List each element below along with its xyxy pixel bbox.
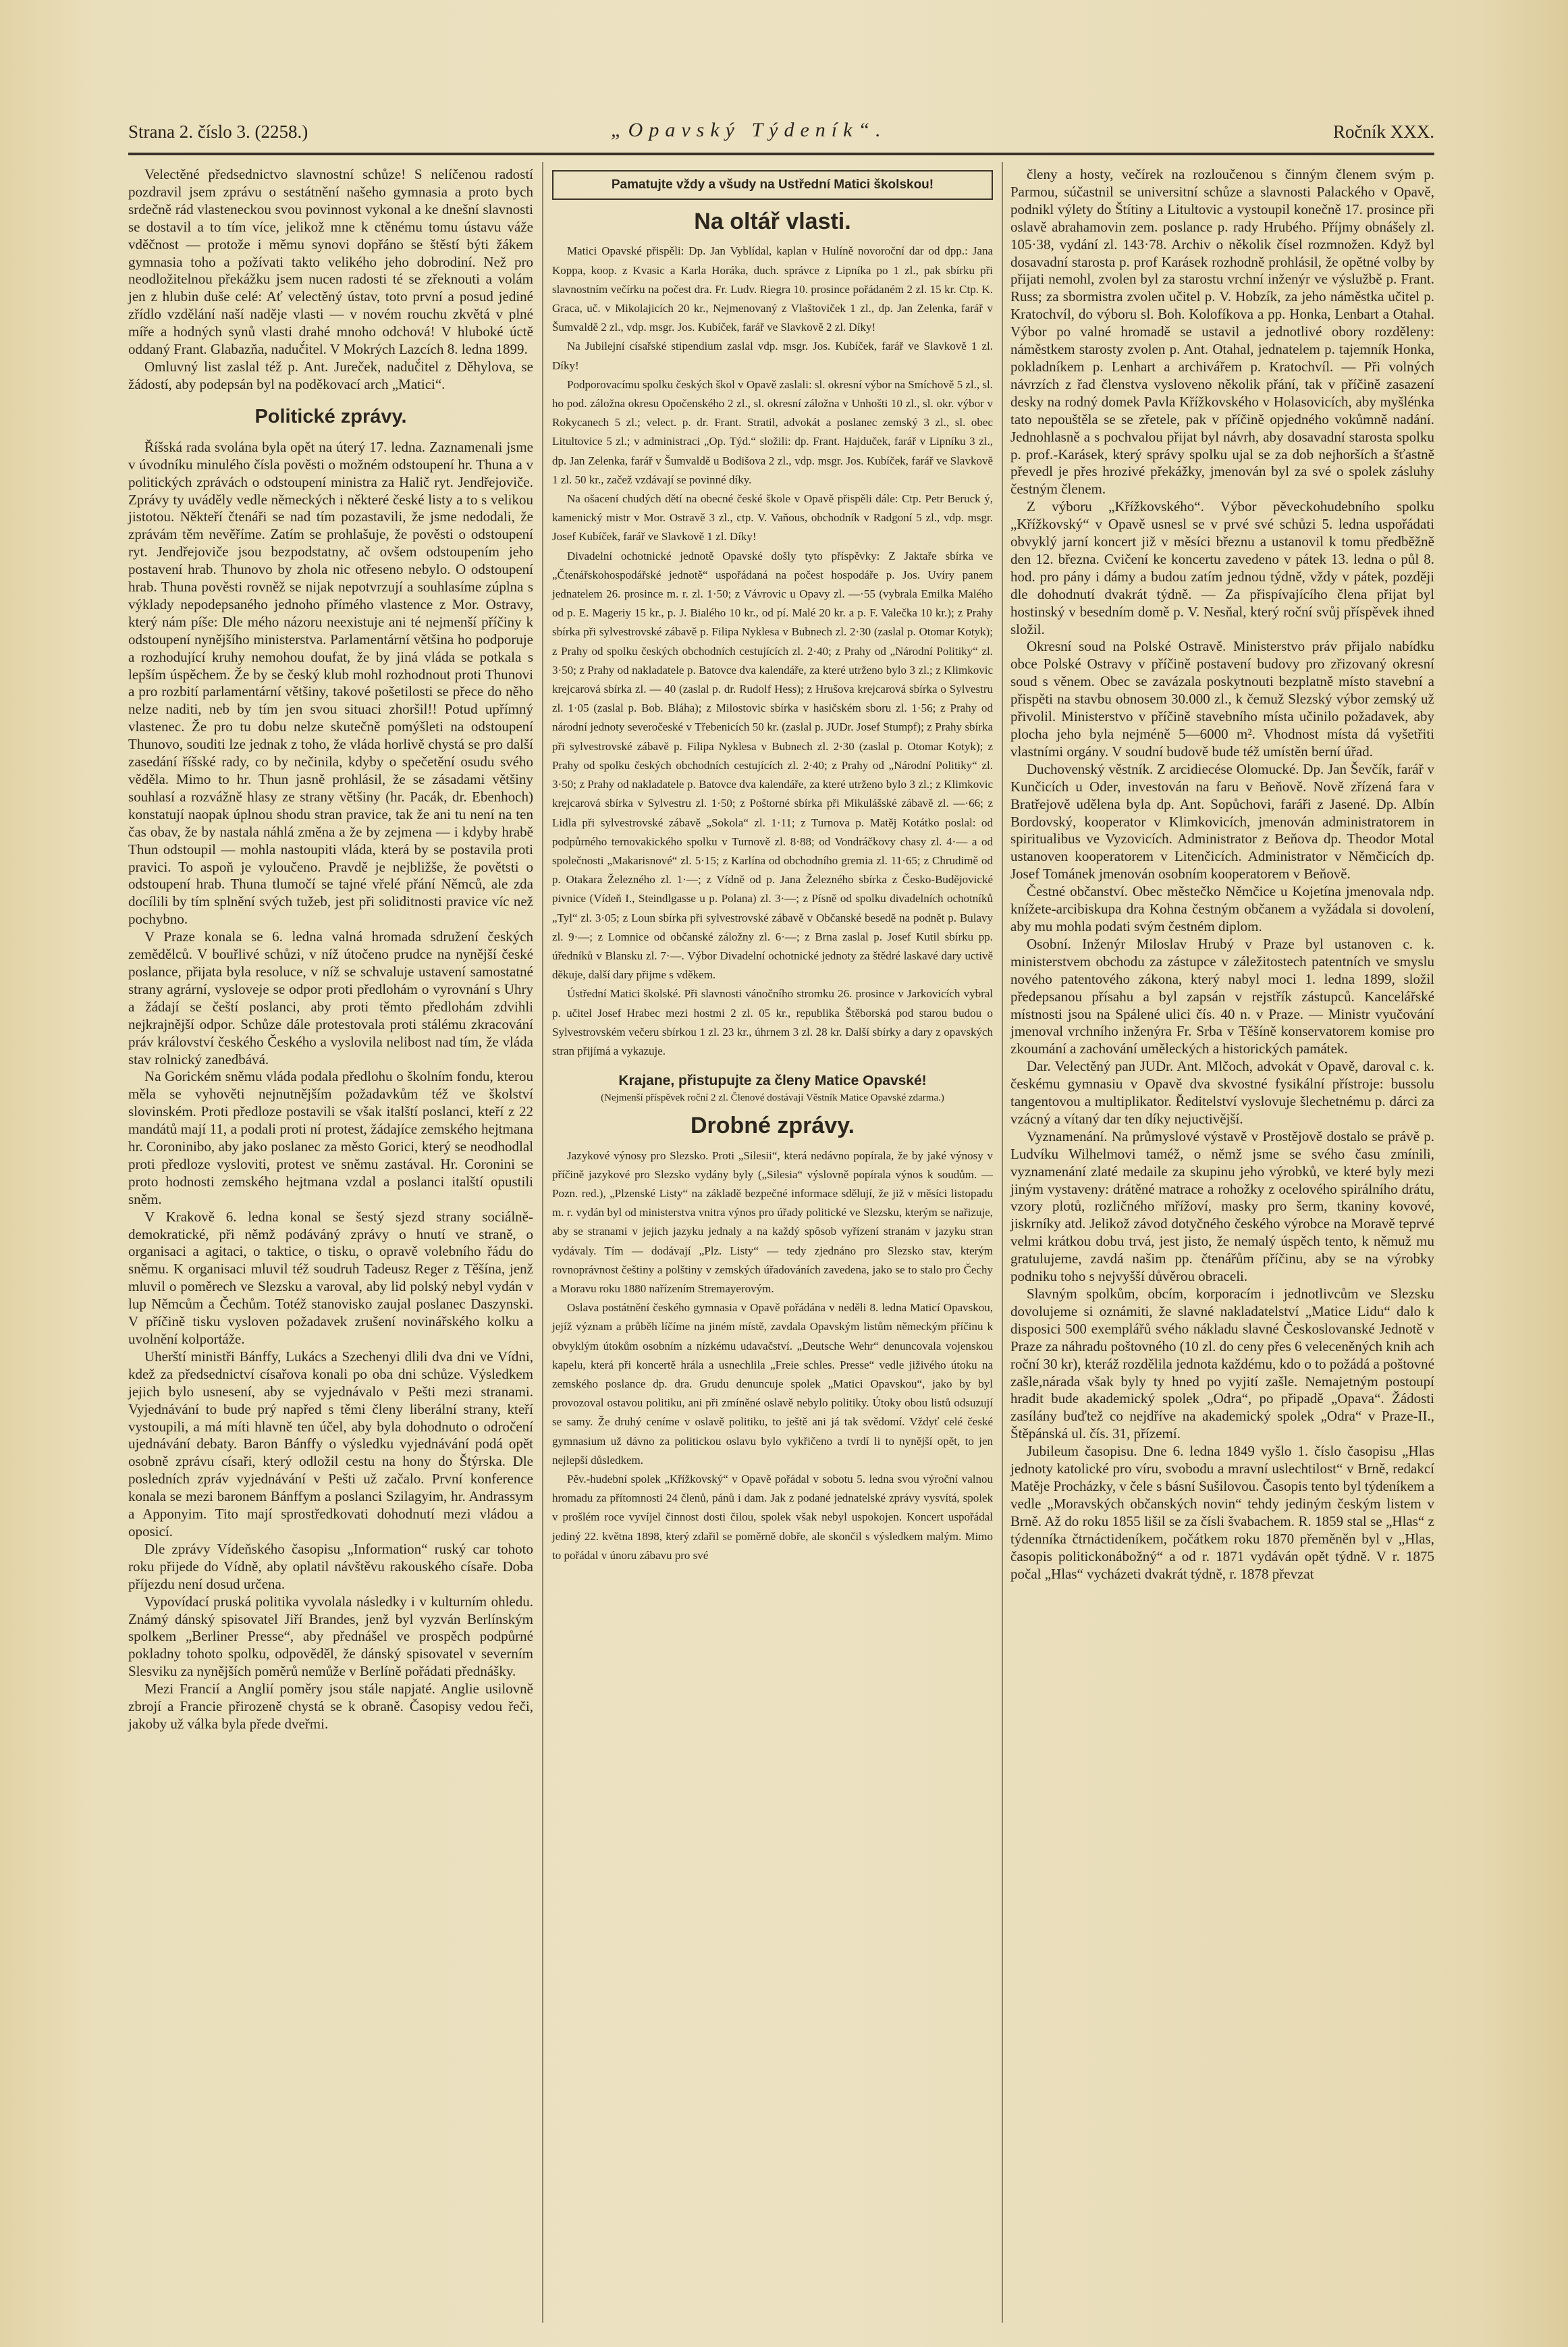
- donation-paragraph: Podporovacímu spolku českých škol v Opavě zaslali: sl. okresní výbor na Smíchově 5 zl., sl. ho pod. záložna okresu Opočenského 2 zl., sl. okresní záložna v Unhošti 10 zl., sl. okr. výbor v Rokycanech 5 zl.; velect. p. dr. Frant. Stratil, advokát a poslanec zemský 3 zl., sl. obec Litultovice 5 zl.; v administraci „Op. Týd.“ složili: dp. Frant. Hajduček, farář v Lipníku 3 zl., dp. Jan Zelenka, farář v Šumvaldě u Bodišova 2 zl., vdp. msgr. Jos. Kubíček, farář ve Slavkově 1 zl. 50 kr., začež vzdávají se povinné díky.: [552, 377, 993, 486]
- membership-appeal: Krajane, přistupujte za členy Matice Opavské!: [618, 1073, 927, 1089]
- column-middle: [552, 166, 993, 1565]
- membership-note: (Nejmenší příspěvek roční 2 zl. Členové dostávají Věstník Matice Opavské zdarma.): [601, 1092, 944, 1104]
- article-paragraph: Okresní soud na Polské Ostravě. Ministerstvo práv přijalo nabídku obce Polské Ostravy v příčině postavení budovy pro zřizovaný okresní soud s věnem. Obec se zavázala poskytnouti bezplatně místo stavební a přispěti na stavbu obnosem 30.000 zl., k čemuž Slezský výbor zemský už přivolil. Ministerstvo v příčině stavebního místa učinilo požadavek, aby plocha jeho byla nejméně 5—6000 m². Vhodnost místa dá vyšetřiti vlastními orgány. V soudní budově bude též umístěn berní úřad.: [1010, 638, 1434, 760]
- article-paragraph: Čestné občanství. Obec městečko Němčice u Kojetína jmenovala ndp. knížete-arcibiskupa dra Kohna čestným občanem a vyžádala si dovolení, aby mu mohla podati svým čestném diplom.: [1010, 883, 1434, 934]
- article-paragraph: Z výboru „Křížkovského“. Výbor pěveckohudebního spolku „Křížkovský“ v Opavě usnesl se v prvé své schůzi 5. ledna uspořádati obvyklý jarní koncert již v měsíci březnu a ustanovil k tomu předběžně den 12. března. Cvičení ke koncertu zavedeno v pátek 13. ledna o půl 8. hod. pro pány i dámy a budou zatím jednou týdně, vždy v pátek, později dle dohodnutí dvakrát týdně. — Za přispívajícího člena přijat byl hostinský v besedním domě p. V. Nesňal, který roční svůj příspěvek ihned složil.: [1010, 498, 1434, 637]
- apology-note: Omluvný list zaslal též p. Ant. Jureček, naduč́itel z Děhylova, se žádostí, aby podepsán byl na poděkovací arch „Matici“.: [128, 358, 533, 392]
- article-paragraph: Osobní. Inženýr Miloslav Hrubý v Praze byl ustanoven c. k. ministerstvem obchodu za zástupce v záležitostech patentních ve smyslu nového patentového zákona, který nabyl moci 1. ledna 1899, složil předepsanou přísahu a byl zapsán v rejstřík zástupců. Kancelářské místnosti jsou na Spálené ulici čís. 40 n. v Praze. — Ministr vyučování jmenoval vrchního inženýra Fr. Srba v Těšíně konservatorem komise pro zkoumání a zachování uměleckých a historických památek.: [1010, 935, 1434, 1057]
- column-left: [128, 166, 533, 1733]
- donation-paragraph: Ústřední Matici školské. Při slavnosti vánočního stromku 26. prosince v Jarkovicích vybral p. učitel Josef Hrabec mezi hostmi 2 zl. 05 kr., republika Štěborská pod starou budou o Sylvestrovském večeru sbírkou 1 zl. 23 kr., úhrnem 3 zl. 28 kr. Další sbírky a dary z opavských stran přijímá a vykazuje.: [552, 987, 993, 1057]
- article-paragraph: Vyznamenání. Na průmyslové výstavě v Prostějově dostalo se právě p. Ludvíku Wilhelmovi taméž, o němž jsme se svého času zmínili, vyznamenání zlaté medaile za skupinu jeho výrobků, ve které byly mezi jiným vystaveny: drátěné matrace a rohožky z ocelového spirálního drátu, vzory plotů, rozličného mřížoví, masky pro šerm, tkaniny kovové, jiskrníky atd. Jelikož závod dotyčného českého výrobce na Moravě teprvé velmi krátkou dobu trvá, jest jisto, že nemalý úspěch tento, k němuž mu gratulujeme, zavdá našim pp. čtenářům příčinu, aby se na výrobky podniku toho s nejvyšší důvěrou obraceli.: [1010, 1128, 1434, 1285]
- article-paragraph: V Krakově 6. ledna konal se šestý sjezd strany sociálně-demokratické, při němž podáváný zprávy o hnutí ve straně, o organisaci a agitaci, o taktice, o tisku, o opravě volebního řádu do sněmu. K organisaci mluvil též soudruh Tadeusz Reger z Těšína, jenž mluvil o poměrech ve Slezsku a varoval, aby lid polský nebyl vydán v lup Němcům a Čechům. Totéž stanovisko zaujal poslanec Daszynski. V příčině tisku vysloven požadavek zrušení novinářského kolku a uvolnění kolportáže.: [128, 1208, 533, 1347]
- article-paragraph: Na Gorickém sněmu vláda podala předlohu o školním fondu, kterou měla se vyhověti nejnutnějším požadavkům též ve školství slovinském. Proti předloze postavili se však italští poslanci, kteří z 22 mandátů mají 11, a podali proti ní protest, žádajíce zemského hejtmana hr. Coroninibo, aby jako poslanec za město Gorici, který se neodhodlal proti předloze vysloviti, protest ve sněmu zastával. Hr. Coronini se proto hodnosti zemského hejtmana vzdal a poslanci italští opustili sněm.: [128, 1068, 533, 1207]
- section-title-donations: Na oltář vlasti.: [694, 209, 851, 235]
- article-paragraph: Jazykové výnosy pro Slezsko. Proti „Silesii“, která nedávno popírala, že by jaké výnosy v příčině jazykové pro Slezsko vydány byly („Silesia“ výslovně popírala výnos k soudům. — Pozn. red.), „Plzenské Listy“ na základě bezpečné informace sdělují, že již v měsíci listopadu m. r. vydán byl od ministerstva vnitra výnos pro úřady politické ve Slezsku, kterým se nařizuje, aby se stranami v jejich jazyku jednaly a na každý spôsob vyřízení stranám v jazyku stran vydávaly. Tím — dodávají „Plz. Listy“ — tedy zjednáno pro Slezsko stav, kterým rovnoprávnost češtiny a polštiny v zemských úřadováních zavedena, jako se to stalo pro Čechy a Moravu roku 1880 nařízením Stremayerovým.: [552, 1149, 993, 1295]
- article-paragraph: Dle zprávy Vídeňského časopisu „Information“ ruský car tohoto roku přijede do Vídně, aby oplatil návštěvu rakouského císaře. Doba příjezdu není dosud určena.: [128, 1540, 533, 1592]
- volume-label: Ročník XXX.: [1333, 122, 1434, 142]
- donation-list: [552, 242, 993, 1061]
- politics-articles: [128, 439, 533, 1733]
- article-paragraph: V Praze konala se 6. ledna valná hromada sdružení českých zemědělců. V bouřlivé schůzi, v níž útočeno prudce na nynější české poslance, přijata byla resoluce, v níž se schvaluje ustavení samostatné strany agrární, vysloveje se odpor proti předlohám o vyrovnání s Uhry a žádají se čeští poslanci, aby proti těmto předlohám zdvihli nejkrajnější odpor. Schůze dále protestovala proti stálému zkracování práv království českého Českého a vyslovila nelibost nad tím, že vláda stav rolnický zanedbává.: [128, 928, 533, 1067]
- article-paragraph: Říšská rada svolána byla opět na úterý 17. ledna. Zaznamenali jsme v úvodníku minulého čísla pověsti o možném odstoupení hr. Thuna a v politických zprávách o odstoupení ministra za Halič ryt. Jendřejoviče. Zprávy ty uváděly vedle německých i některé české listy a to s velikou jistotou. Někteří čtenáři se nad tím pozastavili, že jsme nedodali, že zprávám těm nevěříme. Zatím se prohlašuje, že pověsti o odstoupení ryt. Jendřejoviče jsou bezpodstatny, ač ovšem odstoupením jeho postavení hrab. Thunovo by zhola nic otřeseno nebylo. O odstoupení hrab. Thuna pověsti rovněž se nijak nepotvrzují a souhlasíme zúplna s výklady nepodepsaného jednoho přímého vlastence z Mor. Ostravy, který nám píše: Dle mého názoru neexistuje ani té nejmenší příčiny k odstoupení nynějšího ministerstva. Parlamentární většina ho podporuje a rozhodující kruhy nemohou doufat, že by jiná vláda se potkala s lepším úspěchem. Že by se český klub mohl rozhodnout proti Thunovi a pro rozbití parlamentární většiny, takové pošetilosti se přece do něho nelze naditi, neb by tím jen svou situaci zhoršil!! Potud upřímný vlastenec. Že pro tu dobu nelze skutečně pomýšleti na odstoupení Thunovo, souditi lze jednak z toho, že vláda horlivě chystá se pro další zasedání říšské rady, co by nečinila, kdyby o spečetění osudu svého věděla. Mimo to hr. Thun jasně prohlásil, že se zásadami většiny souhlasí a rozvážně hlasy ze strany většiny (hr. Pacák, dr. Ebenhoch) konstatují naopak úplnou shodu stran pravice, tak že ani tu není na ten čas obav, že by nastala náhlá změna a že by zejmena — i kdyby hrabě Thun odstoupil — mohla nastoupiti vláda, která by se postavila proti pravici. To aspoň je vyloučeno. Pravdě je nejbližše, že povětsti o odstoupení hrab. Thuna tlumočí se tajné vřelé přání Němců, ale zda docílili by tím splnění svých tužeb, jest při soliditnosti pravice víc než pochybno.: [128, 438, 533, 928]
- header-rule: [128, 153, 1434, 155]
- column-right: [1010, 166, 1434, 1583]
- page-header: [128, 116, 1434, 154]
- article-paragraph: Mezi Francií a Anglií poměry jsou stále napjaté. Anglie usilovně zbrojí a Francie přirozeně chystá se k obraně. Časopisy vedou řeči, jakoby už válka byla přede dveřmi.: [128, 1681, 533, 1732]
- column-divider: [1002, 162, 1003, 2323]
- news-articles-continued: [1010, 166, 1434, 1583]
- article-paragraph: Uherští ministři Bánffy, Lukács a Szechenyi dlili dva dni ve Vídni, kdež za předsednictví císařova konali po oba dni schůze. Výsledkem jejich bylo usnesení, aby se vyjednávalo v Pešti mezi stranami. Vyjednávání to bude prý napřed s těmi členy liberální strany, kteří vystoupili, a má míti hlavně ten účel, aby byla dohodnuto o odročení ujednávání debaty. Baron Bánffy o výsledku vyjednávání podá opět osobně zprávu císaři, který odložil cestu na hony do Štýrska. Dle posledních zpráv vyjednávání v Pešti už začalo. První konference konala se mezi baronem Bánffym a poslanci Szilagyim, hr. Andrassym a Apponyim. Tito mají sprostředkovati dohodnutí mezi vládou a oposicí.: [128, 1348, 533, 1539]
- donation-paragraph: Na ošacení chudých dětí na obecné české škole v Opavě přispěli dále: Ctp. Petr Beruck ý, kamenický mistr v Mor. Ostravě 3 zl., ctp. V. Vaňous, obchodník v Radgoní 5 zl., vdp. msgr. Josef Kubíček, farář ve Slavkově 1 zl. Díky!: [552, 492, 993, 544]
- page-number: Strana 2. číslo 3. (2258.): [128, 122, 308, 142]
- matice-box: Pamatujte vždy a všudy na Ustřední Matici školskou!: [552, 170, 993, 200]
- article-paragraph: Dar. Velectěný pan JUDr. Ant. Mlčoch, advokát v Opavě, daroval c. k. českému gymnasiu v Opavě dva skvostné fysikální přístroje: bussolu tangentovou a multiplikator. Ředitelství vyslovuje šlechetnému p. dárci za vzácný a vítaný dar ten díky nejuctivější.: [1010, 1058, 1434, 1127]
- article-paragraph: Duchovenský věstník. Z arcidiecése Olomucké. Dp. Jan Ševčík, farář v Kunčicích u Oder, investován na faru v Beňově. Nově zřízená fara v Bratřejově udělena byla dp. Ant. Sopůchovi, faráři z Jasené. Dp. Albín Bordovský, kooperator v Klimkovicích, jmenován administratorem in spiritualibus ve Vyzovicích. Administrator z Beňova dp. Theodor Motal ustanoven kooperatorem v Litenčicích. Administrator v Němčicích dp. Josef Tománek jmenován osobním kooperatorem v Beňově.: [1010, 760, 1434, 882]
- donation-paragraph: Divadelní ochotnické jednotě Opavské došly tyto příspěvky: Z Jaktaře sbírka ve „Čtenářskohospodářské jednotě“ uspořádaná na počest hospodáře p. Jos. Uvíry panem jednatelem 26. prosince m. r. zl. 1·50; z Vávrovic u Opavy zl. —·55 (vybrala Emilka Malého od p. E. Mageriy 15 kr., p. J. Bialého 10 kr., od pí. Malé 20 kr. a p. F. Valečka 10 kr.); z Prahy sbírka při sylvestrovské zábavě p. Filipa Nyklesa v Bubnech zl. 2·30 (zaslal p. Otomar Kotyk); z Prahy od spolku českých obchodních cestujících zl. 2·40; z Prahy od „Národní Politiky“ zl. 3·50; z Prahy od nakladatele p. Batovce dva kalendáře, za které utrženo bylo 3 zl.; z Klimkovic krejcarová sbírka zl. — 40 (zaslal p. dr. Rudolf Hess); z Hrušova krejcarová sbírka o Sylvestru zl. 1·05 (zaslal p. Bob. Bláha); z Milostovic sbírka v hasičském sboru zl. 1·56; z Prahy od národní jednoty severočeské v Třebenicích 50 kr. (zaslal p. JUDr. Josef Stumpf); z Prahy sbírka při sylvestrovské zábavě p. Filipa Nyklesa v Bubnech zl. 2·30 (zaslal p. Otomar Kotyk); z Prahy od spolku českých obchodních cestujících zl. 2·40; z Prahy od „Národní Politiky“ zl. 3·50; z Prahy od nakladatele p. Batovce dva kalendáře, za které utrženo bylo 3 zl.; z Klimkovic krejcarová sbírka v Sylvestru zl. 1·50; z Poštorné sbírka při Mikulášské zábavě zl. —·66; z Lidla při sylvestrovské zábavě „Sokola“ zl. 1·11; z Turnova p. Matěj Kotátko poslal: od podpůrného ternovakického spolku v Turnově zl. 8·88; od Vondráčkovy chasy zl. 4·— a od společnosti „Makarisnové“ zl. 5·15; z Karlína od obchodního gremia zl. 11·65; z Chrudimě od p. Otakara Železného zl. 1·—; z Vídně od p. Jana Železného sbírka z Česko-Budějovické pivnice (Vídeň I., Steindlgasse u p. Polana) zl. 3·—; z Písně od spolku divadelních ochotníků „Tyl“ zl. 3·05; z Loun sbírka při sylvestrovské zábavě v Občanské besedě na podnět p. Bulavy zl. 9·—; z Lomnice od občanské záložny zl. 6·—; z Brna zaslal p. Josef Kutil sbírku pp. úředníků v Blansku zl. 7·—. Výbor Divadelní ochotnické jednoty za štědré laskavé dary uctivě děkuje, další dary přijme s vděkem.: [552, 549, 993, 982]
- section-title-news: Drobné zprávy.: [690, 1113, 855, 1139]
- masthead-title: „Opavský Týdeník“.: [611, 119, 887, 141]
- news-articles: [552, 1146, 993, 1565]
- column-divider: [542, 162, 543, 2323]
- donation-paragraph: Matici Opavské přispěli: Dp. Jan Vyblídal, kaplan v Hulíně novoroční dar od dpp.: Jana Koppa, koop. z Kvasic a Karla Horáka, duch. správce z Lipníka po 1 zl., pak sbírku při slavnostním večírku na počest dra. Fr. Ludv. Riegra 10. prosince pořádaném 2 zl. 15 kr. Ctp. K. Graca, uč. v Mikolajicích 20 kr., Nejmenovaný z Vlaštoviček 1 zl., dp. Jan Zelenka, farář v Šumvaldě 2 zl., vdp. msgr. Jos. Kubíček, farář ve Slavkově 2 zl. Díky!: [552, 244, 993, 334]
- article-paragraph: členy a hosty, večírek na rozloučenou s činným členem svým p. Parmou, súčastnil se universitní schůze a slavnosti Palackého v Opavě, podnikl výlety do Štítiny a Litultovic a vystoupil konečně 17. prosince při oslavě abrahamovin zem. poslance p. rady Hrubého. Příjmy obnášely zl. 105·38, vydání zl. 143·78. Archiv o několik čísel rozmnožen. Když byl dosavadní starosta p. prof Karásek rozhodně prohlásil, že opětné volby by přijati nemohl, zvolen byl za starostu vrchní inženýr ve výslužbě p. Frant. Russ; za sbormistra zvolen učitel p. V. Hobzík, za jeho náměstka učitel p. Kratochvíl, do výboru sl. Boh. Kolofíkova a pp. Honka, Lenbart a Otahal. Výbor po valné hromadě se ustavil a jednotlivé obory rozděleny: náměstkem starosty zvolen p. Ant. Otahal, jednatelem p. tajemník Honka, pokladníkem p. Lenhart a archivářem p. Kratochvíl. — Při volných návrzích z řad členstva vysloveno několik přání, tak v příčině zasazení desky na rodný domek Pavla Křížkovského v Holasovicích, aby myšlénka tato nepouštěla se se zřetele, pak v příčině opjedného vokůmně nadání. Jednohlasně a s pochvalou přijat byl návrh, aby dosavadní starosta spolku p. prof.-Karásek, který správy spolku ujal se za dob nejhorších a šťastně převedl je přes hrozivé překážky, jmenován byl za své o spolek zásluhy čestným členem.: [1010, 166, 1434, 498]
- letter-text: Velectěné předsednictvo slavnostní schůze! S nelíčenou radostí pozdravil jsem zprávu o sestátnění našeho gymnasia a proto bych srdečně rád vlasteneckou svou povinnost vykonal a ke dnešní slavnosti se dostavil a to tím více, jelikož mne k ctěnému tomu ústavu váže vděčnost — protože i měmu synovi dopřáno se štěstí býti žákem gymnasia toho a požívati takto velikého jeho dobrodiní. Než pro neodložitelnou překážku jsem nucen radosti té se zřeknouti a volám jen z hlubin duše celé: Ať velectěný ústav, toto první a posud jediné zřídlo vzdělání naší naděje vlasti — v novém rouchu zkvětá v plné míře a hodných synů vlasti drahé mnoho odchová! V hluboké úctě oddaný Frant. Glabazňa, naduč́itel. V Mokrých Lazcích 8. ledna 1899.: [128, 166, 533, 358]
- article-paragraph: Slavným spolkům, obcím, korporacím i jednotlivcům ve Slezsku dovolujeme si oznámiti, že slavné nakladatelství „Matice Lidu“ dalo k disposici 500 exemplářů svého nákladu slavné Českoslovanské Jednotě v Praze za náhradu poštovného (10 zl. do ceny přes 6 veleceněných knih ach roční 30 kr), kteráž rozdělila jednota každému, kdo o to požádá a poštovné zašle,nárada však byly ty hned po vyjití zašle. Nemajetným postoupí hradit bude akademický spolek „Odra“, po připadě „Opava“. Žádosti zasílány buďtež co nejdříve na akademický spolek „Odra“ v Praze-II., Štěpánská ul. čís. 31, přízemí.: [1010, 1286, 1435, 1442]
- section-title-politics: Politické zprávy.: [254, 405, 407, 427]
- article-paragraph: Pěv.-hudební spolek „Křížkovský“ v Opavě pořádal v sobotu 5. ledna svou výroční valnou hromadu za přítomnosti 24 členů, pánů i dam. Jak z podané jednatelské zprávy vysvítá, spolek v prošlém roce vyvíjel činnost dosti čilou, spolek však nebyl uspokojen. Koncert uspořádal jediný 22. května 1898, který zdařil se poměrně dobře, ale skončil s výsledkem malým. Mimo to pořádal v únoru zábavu pro své: [552, 1473, 993, 1562]
- article-paragraph: Jubileum časopisu. Dne 6. ledna 1849 vyšlo 1. číslo časopisu „Hlas jednoty katolické pro víru, svobodu a mravní uslechtilost“ v Brně, redakcí Matěje Procházky, v čele s básní Sušilovou. Časopis tento byl týdeníkem a vedle „Moravských občanských novin“ tehdy jediným českým listem v Brně. Až do roku 1855 lišil se za čísli švabachem. R. 1859 stal se „Hlas“ z týdenníka čtrnáctideníkem, počátkem roku 1870 přeměněn byl v „Hlas, časopis politickonábožný“ a od r. 1871 vydáván opět týdně. V r. 1875 počal „Hlas“ vycházeti dvakrát týdně, r. 1878 převzat: [1010, 1443, 1434, 1582]
- article-paragraph: Oslava postátnění českého gymnasia v Opavě pořádána v neděli 8. ledna Maticí Opavskou, jejíž význam a průběh líčíme na jiném místě, zavdala Opavským listům německým příčinu k obvyklým útokům osobním a nízkému udavačství. „Deutsche Wehr“ denuncovala vojenskou kapelu, která při koncertě hrála a usnechlila „Freie schles. Presse“ vedle jiživého útoku na zemského poslance dp. dra. Grudu denuncuje spolek „Matici Opavskou“, jako by byl provozoval ostavou politiku, ani při zmíněné oslavě nebylo politiky. Útoky obou listů odsuzují se samy. Že druhý ceníme v oslavě politiku, to ještě ani já tak svědomí. Vždyť celé české gymnasium už dávno za politickou oslavu bylo vykřičeno a tvrdí li to nynější opět, to jen nejlepší důsledkem.: [552, 1301, 993, 1467]
- donation-paragraph: Na Jubilejní císařské stipendium zaslal vdp. msgr. Jos. Kubíček, farář ve Slavkově 1 zl. Díky!: [552, 340, 993, 372]
- article-paragraph: Vypovídací pruská politika vyvolala následky i v kulturním ohledu. Známý dánský spisovatel Jiří Brandes, jenž byl vyzván Berlínským spolkem „Berliner Presse“, aby přednášel ve prospěch podpůrné pokladny tohoto spolku, odpověděl, že dánský spisovatel v severním Slesviku za nynějších poměrů nemůže v Berlíně pořádati přednášky.: [128, 1593, 533, 1680]
